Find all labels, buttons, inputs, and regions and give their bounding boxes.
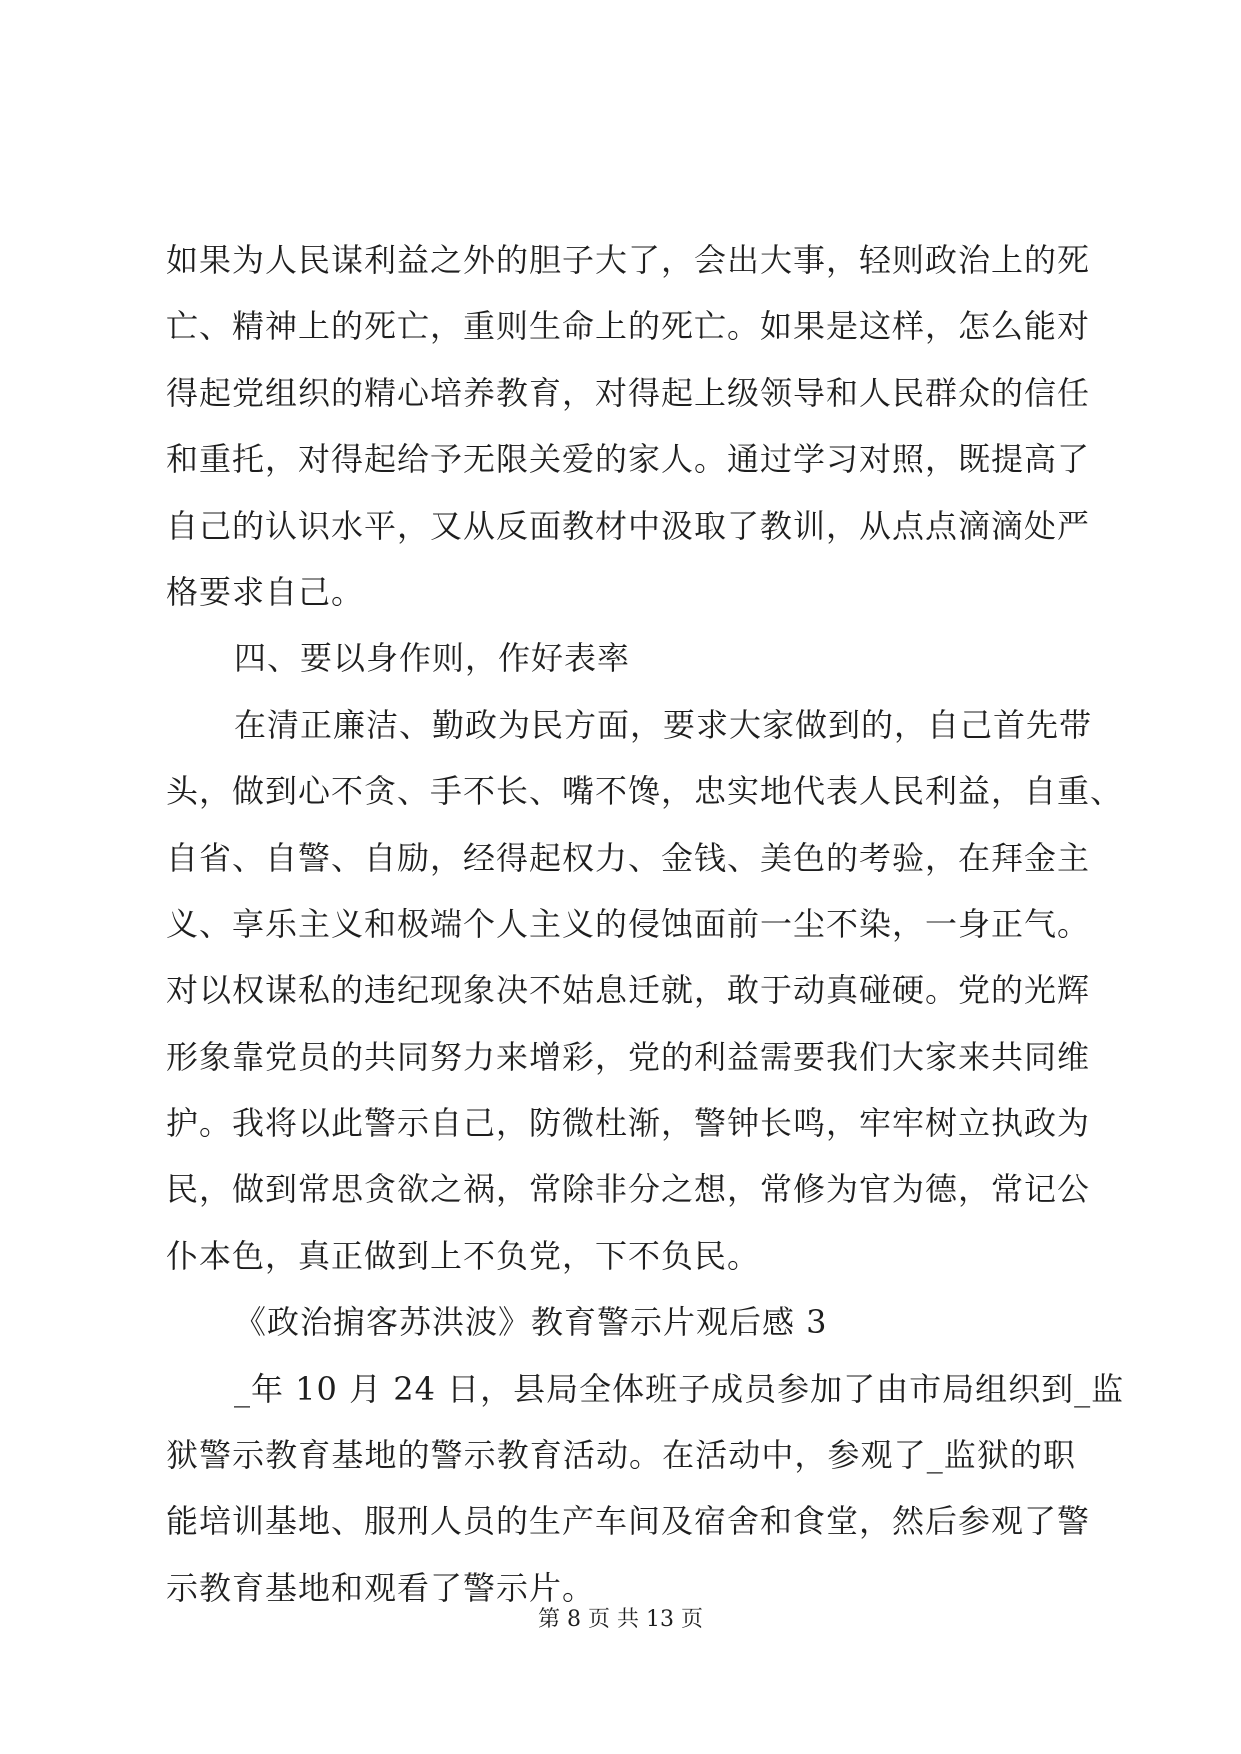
text-line: 《政治掮客苏洪波》教育警示片观后感 3 <box>234 1303 828 1342</box>
text-line: 仆本色，真正做到上不负党，下不负民。 <box>166 1236 761 1275</box>
paragraph <box>166 692 1124 1290</box>
text-line: 和重托，对得起给予无限关爱的家人。通过学习对照，既提高了 <box>166 440 1091 479</box>
text-line: 得起党组织的精心培养教育，对得起上级领导和人民群众的信任 <box>166 373 1091 412</box>
text-line: 自己的认识水平，又从反面教材中汲取了教训，从点点滴滴处严 <box>166 506 1091 545</box>
text-line: 四、要以身作则，作好表率 <box>234 639 631 678</box>
text-line: 狱警示教育基地的警示教育活动。在活动中，参观了_监狱的职 <box>166 1436 1076 1475</box>
text-line: 形象靠党员的共同努力来增彩，党的利益需要我们大家来共同维 <box>166 1037 1091 1076</box>
text-line: 示教育基地和观看了警示片。 <box>166 1568 596 1607</box>
text-line: 能培训基地、服刑人员的生产车间及宿舍和食堂，然后参观了警 <box>166 1502 1091 1541</box>
paragraph <box>166 227 1091 625</box>
text-line: 如果为人民谋利益之外的胆子大了，会出大事，轻则政治上的死 <box>166 241 1091 279</box>
text-line: 对以权谋私的违纪现象决不姑息迁就，敢于动真碰硬。党的光辉 <box>166 971 1091 1010</box>
text-line: 在清正廉洁、勤政为民方面，要求大家做到的，自己首先带 <box>234 705 1093 744</box>
text-line: 格要求自己。 <box>166 572 365 611</box>
text-line: 头，做到心不贪、手不长、嘴不馋，忠实地代表人民利益，自重、 <box>166 772 1124 811</box>
text-line: 护。我将以此警示自己，防微杜渐，警钟长鸣，牢牢树立执政为 <box>166 1104 1091 1143</box>
paragraph <box>166 1356 1125 1622</box>
text-line: 义、享乐主义和极端个人主义的侵蚀面前一尘不染，一身正气。 <box>166 904 1091 943</box>
paragraph <box>166 1289 1076 1355</box>
text-line: 民，做到常思贪欲之祸，常除非分之想，常修为官为德，常记公 <box>166 1170 1091 1209</box>
page-footer: 第 8 页 共 13 页 <box>538 1607 703 1632</box>
text-line: 亡、精神上的死亡，重则生命上的死亡。如果是这样，怎么能对 <box>166 307 1091 346</box>
paragraph <box>166 625 1076 691</box>
text-line: 自省、自警、自励，经得起权力、金钱、美色的考验，在拜金主 <box>166 838 1091 877</box>
text-line: _年 10 月 24 日，县局全体班子成员参加了由市局组织到_监 <box>234 1369 1125 1408</box>
document-body <box>166 227 1125 1621</box>
